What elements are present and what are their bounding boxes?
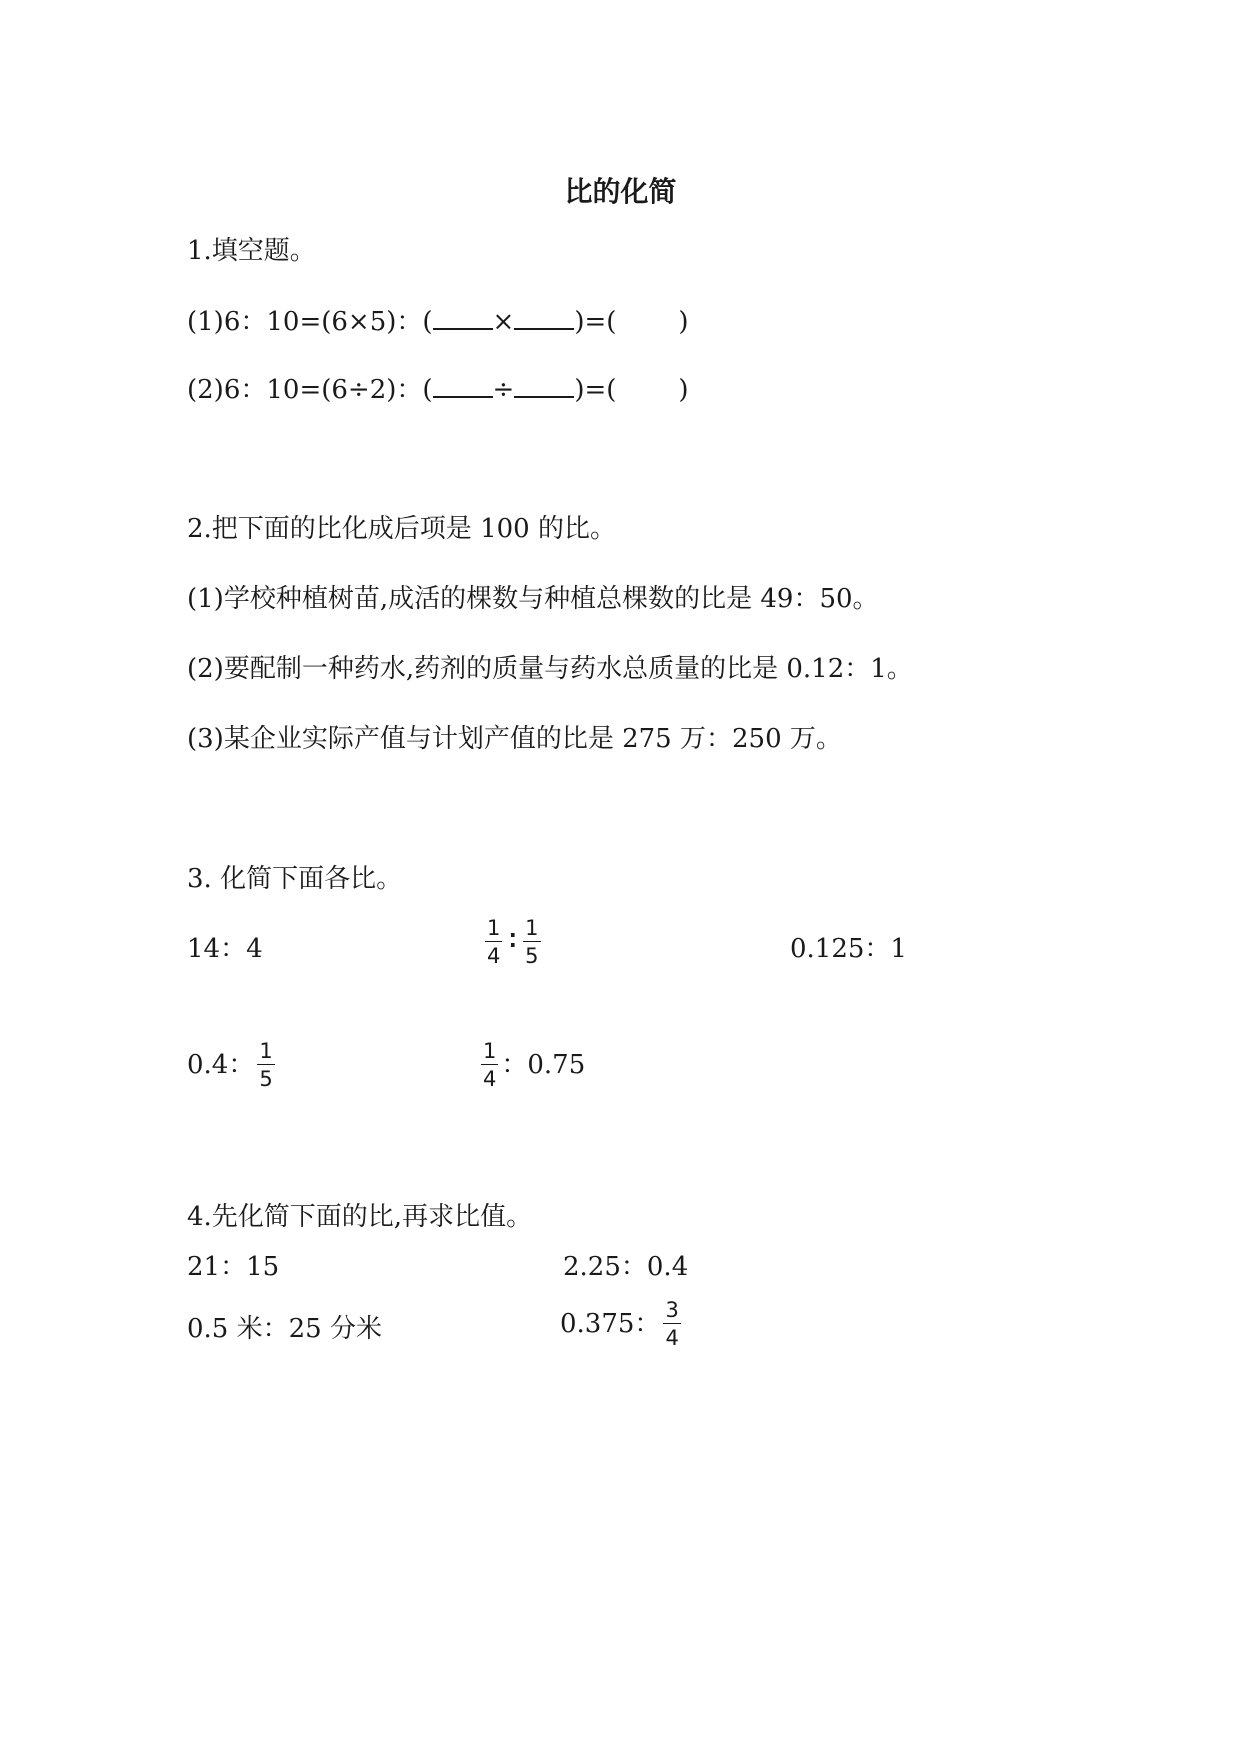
page-title: 比的化简	[564, 175, 677, 208]
q4-ratio-a: 21：15	[187, 1252, 280, 1282]
numerator: 1	[259, 1039, 273, 1063]
denominator: 4	[483, 1067, 497, 1092]
q1-item-1-pre: (1)6：10=(6×5)：(	[187, 307, 433, 337]
denominator: 5	[525, 944, 539, 969]
q1-item-1-end: )	[678, 307, 689, 337]
numerator: 1	[525, 916, 539, 940]
fraction	[481, 1040, 498, 1090]
q1-heading: 1.填空题。	[187, 236, 316, 266]
q3-ratio-b	[482, 917, 544, 967]
q2-item-2: (2)要配制一种药水,药剂的质量与药水总质量的比是 0.12：1。	[187, 654, 913, 684]
q4-ratio-b: 2.25：0.4	[563, 1252, 689, 1282]
q3-ratio-e	[478, 1040, 585, 1090]
blank-2[interactable]	[514, 306, 574, 330]
blank-4[interactable]	[514, 374, 574, 398]
fraction	[257, 1040, 274, 1090]
q2-item-1: (1)学校种植树苗,成活的棵数与种植总棵数的比是 49：50。	[187, 584, 879, 614]
q2-item-3: (3)某企业实际产值与计划产值的比是 275 万：250 万。	[187, 724, 842, 754]
q4-ratio-d-pre: 0.375：	[560, 1309, 661, 1340]
q4-ratio-d	[560, 1299, 684, 1349]
blank-1[interactable]	[433, 306, 493, 330]
fraction	[663, 1299, 680, 1349]
q2-heading: 2.把下面的比化成后项是 100 的比。	[187, 514, 616, 544]
denominator: 5	[259, 1067, 273, 1092]
denominator: 4	[665, 1326, 679, 1351]
q1-item-1-op: ×	[492, 307, 515, 337]
fraction	[485, 917, 502, 967]
ratio-colon: ∶	[509, 926, 517, 957]
q1-item-2-end: )	[678, 375, 689, 405]
q4-ratio-c: 0.5 米：25 分米	[187, 1314, 382, 1344]
q1-item-2-pre: (2)6：10=(6÷2)：(	[187, 375, 433, 405]
q3-heading: 3. 化简下面各比。	[187, 864, 403, 894]
q1-item-2-post: )=(	[574, 375, 617, 405]
numerator: 1	[487, 916, 501, 940]
q3-ratio-d-pre: 0.4：	[187, 1050, 255, 1081]
numerator: 3	[665, 1298, 679, 1322]
q3-ratio-a: 14：4	[187, 934, 263, 964]
fraction	[523, 917, 540, 967]
q1-item-2-op: ÷	[492, 375, 515, 405]
q3-ratio-c: 0.125：1	[790, 934, 907, 964]
blank-3[interactable]	[433, 374, 493, 398]
denominator: 4	[487, 944, 501, 969]
q1-item-1-post: )=(	[574, 307, 617, 337]
q3-ratio-d	[187, 1040, 278, 1090]
q1-item-1	[187, 306, 689, 335]
q4-heading: 4.先化简下面的比,再求比值。	[187, 1202, 533, 1232]
q3-ratio-e-post: ：0.75	[501, 1050, 586, 1081]
q1-item-2	[187, 374, 689, 403]
numerator: 1	[483, 1039, 497, 1063]
